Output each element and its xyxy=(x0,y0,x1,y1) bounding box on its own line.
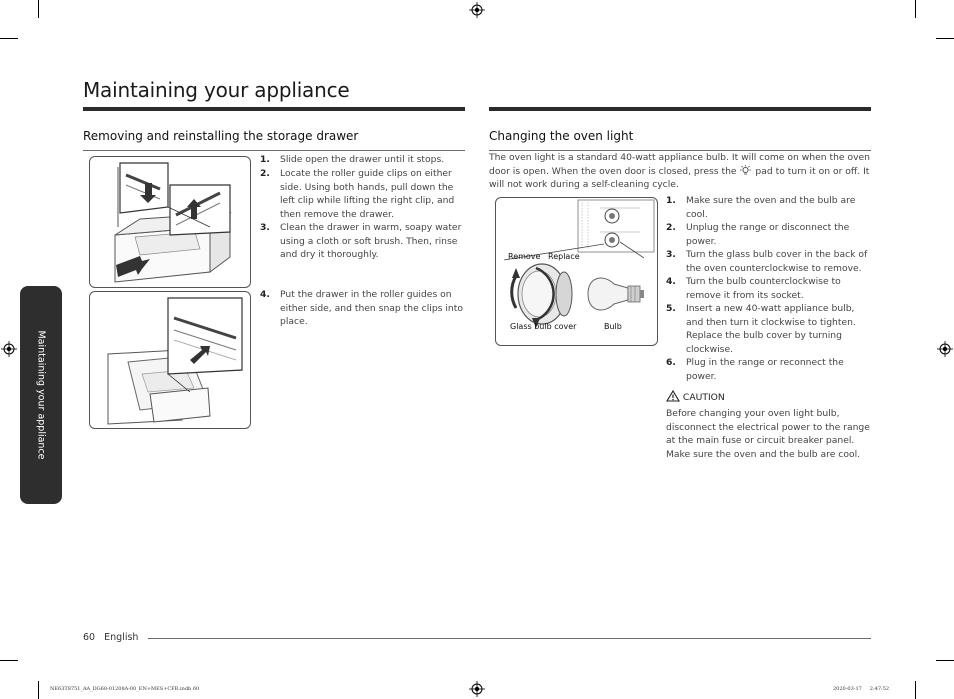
step-item xyxy=(666,356,872,384)
crop-mark xyxy=(0,660,18,661)
step-number: 3. xyxy=(666,249,676,260)
step-number: 2. xyxy=(666,222,676,233)
step-text: Unplug the range or disconnect the xyxy=(686,222,850,233)
registration-mark-icon xyxy=(469,681,485,697)
step-text: Insert a new 40-watt appliance bulb, xyxy=(686,303,855,314)
registration-mark-icon xyxy=(1,341,17,357)
step-text: Put the drawer in the roller guides on xyxy=(280,289,452,300)
step-text: the oven counterclockwise to remove. xyxy=(686,262,862,274)
intro-line xyxy=(489,165,874,179)
step-item xyxy=(666,221,872,249)
intro-paragraph xyxy=(489,151,874,192)
caution-line: disconnect the electrical power to the range xyxy=(666,421,870,433)
caution-line: Before changing your oven light bulb, xyxy=(666,408,840,419)
step-number: 3. xyxy=(260,222,270,233)
drawer-reinstall-illustration xyxy=(89,291,251,429)
caution-line: at the main fuse or circuit breaker panel. xyxy=(666,435,855,447)
side-tab xyxy=(20,286,62,504)
section-heading-storage-drawer: Removing and reinstalling the storage drawer xyxy=(83,129,359,143)
side-tab-label: Maintaining your appliance xyxy=(35,330,47,460)
intro-text: door is open. When the oven door is closed, press the xyxy=(489,165,737,177)
step-item xyxy=(666,275,872,303)
step-number: 6. xyxy=(666,357,676,368)
print-date-info: 2020-03-17 2:47:52 xyxy=(833,686,890,692)
oven-light-illustration xyxy=(495,197,658,346)
figure-label-bulb: Bulb xyxy=(604,322,622,331)
figure-label-remove: Remove xyxy=(508,252,541,261)
step-text: and then turn it clockwise to tighten. xyxy=(686,316,856,328)
step-text: Slide open the drawer until it stops. xyxy=(280,154,445,165)
crop-mark xyxy=(38,0,39,18)
registration-mark-icon xyxy=(937,341,953,357)
light-pad-icon xyxy=(739,165,752,176)
section-heading-oven-light: Changing the oven light xyxy=(489,129,634,143)
step-number: 2. xyxy=(260,168,270,179)
step-item xyxy=(260,153,465,167)
step-number: 1. xyxy=(666,195,676,206)
step-text: either side, and then snap the clips into xyxy=(280,302,463,314)
crop-mark xyxy=(0,38,18,39)
step-text: remove it from its socket. xyxy=(686,289,804,301)
step-item xyxy=(260,221,465,263)
figure-label-cover: Glass bulb cover xyxy=(510,322,577,331)
step-text: side. Using both hands, pull down the xyxy=(280,181,454,193)
step-text: left clip while lifting the right clip, and xyxy=(280,195,455,207)
step-text: Replace the bulb cover by turning xyxy=(686,330,842,342)
step-text: power. xyxy=(686,370,717,382)
caution-heading xyxy=(666,390,725,404)
step-text: power. xyxy=(686,235,717,247)
title-bar-right xyxy=(489,107,871,111)
step-text: Turn the bulb counterclockwise to xyxy=(686,276,841,287)
intro-text: pad to turn it on or off. It xyxy=(755,165,870,177)
step-number: 4. xyxy=(260,289,270,300)
step-text: Locate the roller guide clips on either xyxy=(280,168,452,179)
page-title: Maintaining your appliance xyxy=(83,78,350,102)
crop-mark xyxy=(936,660,954,661)
warning-triangle-icon xyxy=(666,390,680,402)
crop-mark xyxy=(915,681,916,699)
step-text: place. xyxy=(280,316,308,328)
crop-mark xyxy=(915,0,916,18)
crop-mark xyxy=(936,38,954,39)
registration-mark-icon xyxy=(469,2,485,18)
step-item xyxy=(666,248,872,276)
step-item xyxy=(260,167,465,223)
step-text: using a cloth or soft brush. Then, rinse xyxy=(280,235,458,247)
step-item xyxy=(666,194,872,222)
step-item xyxy=(260,288,465,330)
step-text: Turn the glass bulb cover in the back of xyxy=(686,249,868,260)
step-number: 4. xyxy=(666,276,676,287)
figure-label-replace: Replace xyxy=(548,252,580,261)
page-number: 60 xyxy=(83,632,96,643)
crop-mark xyxy=(38,681,39,699)
drawer-removal-illustration xyxy=(89,156,251,288)
intro-line: The oven light is a standard 40-watt appliance bulb. It will come on when the oven xyxy=(489,152,871,163)
step-text: Make sure the oven and the bulb are xyxy=(686,195,856,206)
caution-text xyxy=(666,407,874,461)
caution-line: Make sure the oven and the bulb are cool. xyxy=(666,448,861,460)
step-text: Clean the drawer in warm, soapy water xyxy=(280,222,462,233)
step-text: clockwise. xyxy=(686,343,734,355)
step-text: then remove the drawer. xyxy=(280,208,394,220)
step-text: and dry it thoroughly. xyxy=(280,249,379,261)
title-bar-left xyxy=(83,107,465,111)
step-number: 1. xyxy=(260,154,270,165)
step-text: Plug in the range or reconnect the xyxy=(686,357,844,368)
footer-rule xyxy=(148,638,871,639)
caution-label: CAUTION xyxy=(682,392,725,403)
step-item xyxy=(666,302,872,358)
intro-line: will not work during a self-cleaning cycle. xyxy=(489,179,679,191)
page-footer xyxy=(83,632,138,643)
print-file-info: NE63T8751_AA_DG68-01208A-00_EN+MES+CFR.indb 60 xyxy=(50,686,200,692)
section-rule xyxy=(83,150,465,151)
step-number: 5. xyxy=(666,303,676,314)
footer-language: English xyxy=(104,632,139,643)
step-text: cool. xyxy=(686,208,708,220)
